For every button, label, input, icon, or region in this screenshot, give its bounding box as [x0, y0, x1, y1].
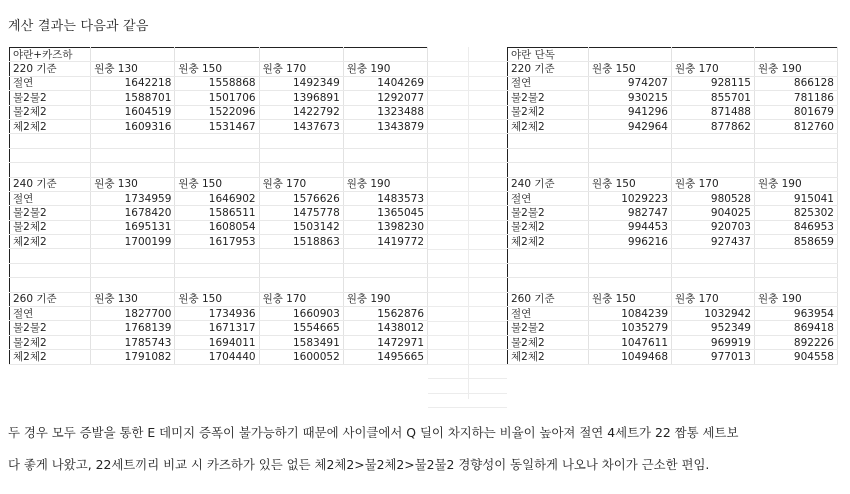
- grid-line: [428, 105, 507, 106]
- damage-value: 928115: [672, 76, 755, 90]
- grid-line: [428, 407, 507, 408]
- set-label: 물2체2: [508, 105, 589, 119]
- block-header-row: [508, 62, 838, 76]
- damage-value: 1483573: [343, 191, 427, 205]
- empty-cell: [175, 163, 259, 177]
- damage-value: 1588701: [91, 91, 175, 105]
- column-header: 원충 190: [755, 177, 838, 191]
- grid-line: [428, 148, 507, 149]
- damage-value: 1472971: [343, 335, 427, 349]
- set-label: 절연: [10, 307, 91, 321]
- empty-cell: [755, 163, 838, 177]
- damage-value: 812760: [755, 119, 838, 133]
- column-header: 원충 190: [755, 62, 838, 76]
- grid-line: [428, 162, 507, 163]
- grid-line: [428, 205, 507, 206]
- table-row: [10, 350, 428, 364]
- grid-line: [428, 76, 507, 77]
- empty-cell: [755, 48, 838, 62]
- grid-line: [428, 220, 507, 221]
- empty-cell: [259, 278, 343, 292]
- empty-cell: [672, 148, 755, 162]
- damage-value: 982747: [589, 206, 672, 220]
- damage-value: 1785743: [91, 335, 175, 349]
- damage-value: 871488: [672, 105, 755, 119]
- damage-value: 801679: [755, 105, 838, 119]
- table-row: [10, 235, 428, 249]
- column-header: 원충 150: [175, 292, 259, 306]
- damage-value: 1695131: [91, 220, 175, 234]
- empty-cell: [755, 278, 838, 292]
- empty-cell: [589, 278, 672, 292]
- empty-cell: [343, 249, 427, 263]
- table-row: [508, 91, 838, 105]
- empty-cell: [589, 148, 672, 162]
- baseline-label: 240 기준: [10, 177, 91, 191]
- column-header: 원충 170: [259, 62, 343, 76]
- empty-cell: [259, 148, 343, 162]
- damage-value: 1704440: [175, 350, 259, 364]
- empty-cell: [91, 48, 175, 62]
- conclusion-line-2: 다 좋게 나왔고, 22세트끼리 비교 시 카즈하가 있든 없든 체2체2>물2체2>물2물2 경향성이 동일하게 나오나 차이가 근소한 편임.: [8, 457, 710, 472]
- grid-line: [428, 133, 507, 134]
- grid-line: [428, 234, 507, 235]
- set-label: 물2물2: [10, 91, 91, 105]
- grid-line: [468, 47, 469, 399]
- damage-value: 1398230: [343, 220, 427, 234]
- table-row: [508, 235, 838, 249]
- empty-cell: [10, 148, 91, 162]
- damage-value: 1554665: [259, 321, 343, 335]
- damage-value: 994453: [589, 220, 672, 234]
- spacer-row: [10, 148, 428, 162]
- column-header: 원충 150: [589, 177, 672, 191]
- block-header-row: [508, 177, 838, 191]
- baseline-label: 220 기준: [10, 62, 91, 76]
- block-header-row: [10, 177, 428, 191]
- empty-cell: [672, 48, 755, 62]
- table-row: [10, 105, 428, 119]
- set-label: 물2물2: [508, 91, 589, 105]
- empty-cell: [755, 263, 838, 277]
- column-header: 원충 150: [175, 177, 259, 191]
- damage-value: 952349: [672, 321, 755, 335]
- empty-cell: [91, 134, 175, 148]
- damage-value: 892226: [755, 335, 838, 349]
- empty-cell: [589, 249, 672, 263]
- set-label: 물2물2: [10, 206, 91, 220]
- damage-value: 1323488: [343, 105, 427, 119]
- damage-value: 1700199: [91, 235, 175, 249]
- table-row: [508, 335, 838, 349]
- column-header: 원충 190: [343, 62, 427, 76]
- damage-value: 1791082: [91, 350, 175, 364]
- set-label: 물2체2: [10, 220, 91, 234]
- grid-line: [428, 393, 507, 394]
- baseline-label: 220 기준: [508, 62, 589, 76]
- set-label: 물2체2: [10, 335, 91, 349]
- empty-cell: [755, 148, 838, 162]
- set-label: 체2체2: [508, 235, 589, 249]
- damage-value: 1576626: [259, 191, 343, 205]
- grid-line: [428, 191, 507, 192]
- damage-value: 869418: [755, 321, 838, 335]
- set-label: 체2체2: [10, 235, 91, 249]
- set-label: 절연: [508, 307, 589, 321]
- empty-cell: [672, 249, 755, 263]
- spacer-row: [10, 134, 428, 148]
- column-header: 원충 130: [91, 177, 175, 191]
- table-caption-row: [508, 48, 838, 62]
- table-row: [10, 321, 428, 335]
- column-header: 원충 170: [672, 62, 755, 76]
- empty-cell: [589, 48, 672, 62]
- grid-line: [428, 61, 507, 62]
- damage-value: 996216: [589, 235, 672, 249]
- set-label: 체2체2: [10, 350, 91, 364]
- grid-line: [428, 292, 507, 293]
- damage-value: 846953: [755, 220, 838, 234]
- empty-cell: [10, 278, 91, 292]
- damage-value: 1694011: [175, 335, 259, 349]
- grid-line: [428, 306, 507, 307]
- table-row: [508, 307, 838, 321]
- empty-cell: [343, 263, 427, 277]
- empty-cell: [343, 148, 427, 162]
- damage-value: 1827700: [91, 307, 175, 321]
- spacer-row: [508, 263, 838, 277]
- intro-text: 계산 결과는 다음과 같음: [8, 19, 149, 34]
- empty-cell: [259, 249, 343, 263]
- set-label: 체2체2: [10, 119, 91, 133]
- grid-line: [428, 335, 507, 336]
- damage-value: 930215: [589, 91, 672, 105]
- grid-line: [428, 90, 507, 91]
- damage-value: 1617953: [175, 235, 259, 249]
- table-caption: 야란+카즈하: [10, 48, 91, 62]
- damage-value: 1734959: [91, 191, 175, 205]
- spacer-row: [10, 263, 428, 277]
- set-label: 물2물2: [508, 206, 589, 220]
- empty-cell: [343, 48, 427, 62]
- empty-cell: [175, 148, 259, 162]
- damage-value: 1609316: [91, 119, 175, 133]
- damage-value: 1646902: [175, 191, 259, 205]
- set-label: 절연: [10, 76, 91, 90]
- damage-value: 781186: [755, 91, 838, 105]
- set-label: 절연: [508, 191, 589, 205]
- baseline-label: 240 기준: [508, 177, 589, 191]
- table-row: [10, 335, 428, 349]
- table-row: [10, 307, 428, 321]
- spacer-row: [10, 249, 428, 263]
- table-row: [10, 119, 428, 133]
- empty-cell: [508, 263, 589, 277]
- table-row: [10, 220, 428, 234]
- table-row: [10, 206, 428, 220]
- damage-value: 1438012: [343, 321, 427, 335]
- empty-cell: [589, 134, 672, 148]
- damage-value: 1495665: [343, 350, 427, 364]
- empty-cell: [259, 263, 343, 277]
- empty-cell: [672, 163, 755, 177]
- damage-value: 1029223: [589, 191, 672, 205]
- empty-cell: [91, 249, 175, 263]
- empty-cell: [508, 278, 589, 292]
- left-table-body: [10, 48, 428, 365]
- damage-value: 1049468: [589, 350, 672, 364]
- column-header: 원충 190: [755, 292, 838, 306]
- damage-value: 866128: [755, 76, 838, 90]
- column-header: 원충 130: [91, 292, 175, 306]
- set-label: 물2체2: [508, 335, 589, 349]
- damage-value: 963954: [755, 307, 838, 321]
- set-label: 절연: [10, 191, 91, 205]
- damage-value: 1292077: [343, 91, 427, 105]
- grid-line: [428, 378, 507, 379]
- damage-value: 977013: [672, 350, 755, 364]
- empty-cell: [259, 48, 343, 62]
- empty-cell: [91, 278, 175, 292]
- damage-value: 1365045: [343, 206, 427, 220]
- grid-line: [428, 349, 507, 350]
- empty-cell: [755, 134, 838, 148]
- block-header-row: [10, 292, 428, 306]
- spacer-row: [10, 163, 428, 177]
- empty-cell: [672, 134, 755, 148]
- damage-value: 1437673: [259, 119, 343, 133]
- column-header: 원충 170: [259, 292, 343, 306]
- right-table-body: [508, 48, 838, 365]
- damage-value: 1734936: [175, 307, 259, 321]
- damage-value: 1660903: [259, 307, 343, 321]
- spacer-row: [508, 278, 838, 292]
- table-row: [508, 119, 838, 133]
- damage-value: 1608054: [175, 220, 259, 234]
- block-header-row: [10, 62, 428, 76]
- column-header: 원충 150: [589, 62, 672, 76]
- damage-value: 1562876: [343, 307, 427, 321]
- damage-value: 915041: [755, 191, 838, 205]
- damage-value: 1586511: [175, 206, 259, 220]
- damage-value: 858659: [755, 235, 838, 249]
- damage-value: 942964: [589, 119, 672, 133]
- empty-cell: [755, 249, 838, 263]
- damage-value: 1642218: [91, 76, 175, 90]
- table-row: [508, 206, 838, 220]
- empty-cell: [91, 163, 175, 177]
- table-row: [10, 76, 428, 90]
- empty-cell: [10, 134, 91, 148]
- grid-line: [428, 263, 507, 264]
- damage-value: 920703: [672, 220, 755, 234]
- damage-value: 1343879: [343, 119, 427, 133]
- empty-cell: [175, 249, 259, 263]
- empty-cell: [672, 278, 755, 292]
- sheet-gap-grid: [428, 47, 507, 399]
- empty-cell: [508, 163, 589, 177]
- table-row: [508, 191, 838, 205]
- conclusion-line-1: 두 경우 모두 증발을 통한 E 데미지 증폭이 불가능하기 때문에 사이클에서 Q 딜이 차지하는 비율이 높아져 절연 4세트가 22 짬통 세트보: [8, 425, 739, 440]
- grid-line: [428, 119, 507, 120]
- table-row: [508, 220, 838, 234]
- grid-line: [428, 177, 507, 178]
- empty-cell: [10, 249, 91, 263]
- set-label: 물2체2: [10, 105, 91, 119]
- empty-cell: [175, 278, 259, 292]
- damage-value: 1600052: [259, 350, 343, 364]
- baseline-label: 260 기준: [10, 292, 91, 306]
- table-caption-row: [10, 48, 428, 62]
- grid-line: [428, 249, 507, 250]
- empty-cell: [589, 263, 672, 277]
- damage-value: 1035279: [589, 321, 672, 335]
- set-label: 물2물2: [508, 321, 589, 335]
- damage-value: 1422792: [259, 105, 343, 119]
- damage-value: 1583491: [259, 335, 343, 349]
- column-header: 원충 190: [343, 292, 427, 306]
- damage-value: 855701: [672, 91, 755, 105]
- table-row: [508, 76, 838, 90]
- empty-cell: [91, 263, 175, 277]
- empty-cell: [91, 148, 175, 162]
- damage-value: 825302: [755, 206, 838, 220]
- empty-cell: [10, 163, 91, 177]
- empty-cell: [343, 134, 427, 148]
- damage-value: 1419772: [343, 235, 427, 249]
- column-header: 원충 170: [672, 177, 755, 191]
- spacer-row: [508, 163, 838, 177]
- column-header: 원충 150: [175, 62, 259, 76]
- damage-value: 1522096: [175, 105, 259, 119]
- damage-value: 1492349: [259, 76, 343, 90]
- damage-value: 1671317: [175, 321, 259, 335]
- baseline-label: 260 기준: [508, 292, 589, 306]
- damage-value: 904558: [755, 350, 838, 364]
- damage-value: 1558868: [175, 76, 259, 90]
- damage-value: 980528: [672, 191, 755, 205]
- damage-value: 1678420: [91, 206, 175, 220]
- damage-value: 1032942: [672, 307, 755, 321]
- damage-value: 1404269: [343, 76, 427, 90]
- left-result-table: [9, 47, 428, 365]
- right-result-table: [507, 47, 838, 365]
- damage-value: 1531467: [175, 119, 259, 133]
- empty-cell: [175, 48, 259, 62]
- set-label: 물2물2: [10, 321, 91, 335]
- damage-value: 1396891: [259, 91, 343, 105]
- column-header: 원충 170: [259, 177, 343, 191]
- empty-cell: [672, 263, 755, 277]
- set-label: 절연: [508, 76, 589, 90]
- empty-cell: [10, 263, 91, 277]
- damage-value: 1604519: [91, 105, 175, 119]
- empty-cell: [259, 134, 343, 148]
- table-row: [10, 191, 428, 205]
- empty-cell: [343, 163, 427, 177]
- damage-value: 927437: [672, 235, 755, 249]
- column-header: 원충 190: [343, 177, 427, 191]
- empty-cell: [175, 263, 259, 277]
- table-row: [10, 91, 428, 105]
- empty-cell: [508, 148, 589, 162]
- spacer-row: [10, 278, 428, 292]
- grid-line: [428, 321, 507, 322]
- column-header: 원충 150: [589, 292, 672, 306]
- block-header-row: [508, 292, 838, 306]
- grid-line: [428, 364, 507, 365]
- grid-line: [428, 277, 507, 278]
- empty-cell: [508, 134, 589, 148]
- damage-value: 1084239: [589, 307, 672, 321]
- table-row: [508, 105, 838, 119]
- damage-value: 1518863: [259, 235, 343, 249]
- damage-value: 941296: [589, 105, 672, 119]
- empty-cell: [343, 278, 427, 292]
- damage-value: 974207: [589, 76, 672, 90]
- damage-value: 904025: [672, 206, 755, 220]
- column-header: 원충 170: [672, 292, 755, 306]
- empty-cell: [589, 163, 672, 177]
- table-row: [508, 321, 838, 335]
- damage-value: 1501706: [175, 91, 259, 105]
- spacer-row: [508, 249, 838, 263]
- damage-value: 1047611: [589, 335, 672, 349]
- damage-value: 969919: [672, 335, 755, 349]
- table-caption: 야란 단독: [508, 48, 589, 62]
- set-label: 체2체2: [508, 119, 589, 133]
- empty-cell: [175, 134, 259, 148]
- empty-cell: [508, 249, 589, 263]
- spacer-row: [508, 148, 838, 162]
- column-header: 원충 130: [91, 62, 175, 76]
- set-label: 물2체2: [508, 220, 589, 234]
- table-row: [508, 350, 838, 364]
- damage-value: 877862: [672, 119, 755, 133]
- empty-cell: [259, 163, 343, 177]
- damage-value: 1503142: [259, 220, 343, 234]
- set-label: 체2체2: [508, 350, 589, 364]
- damage-value: 1768139: [91, 321, 175, 335]
- damage-value: 1475778: [259, 206, 343, 220]
- spacer-row: [508, 134, 838, 148]
